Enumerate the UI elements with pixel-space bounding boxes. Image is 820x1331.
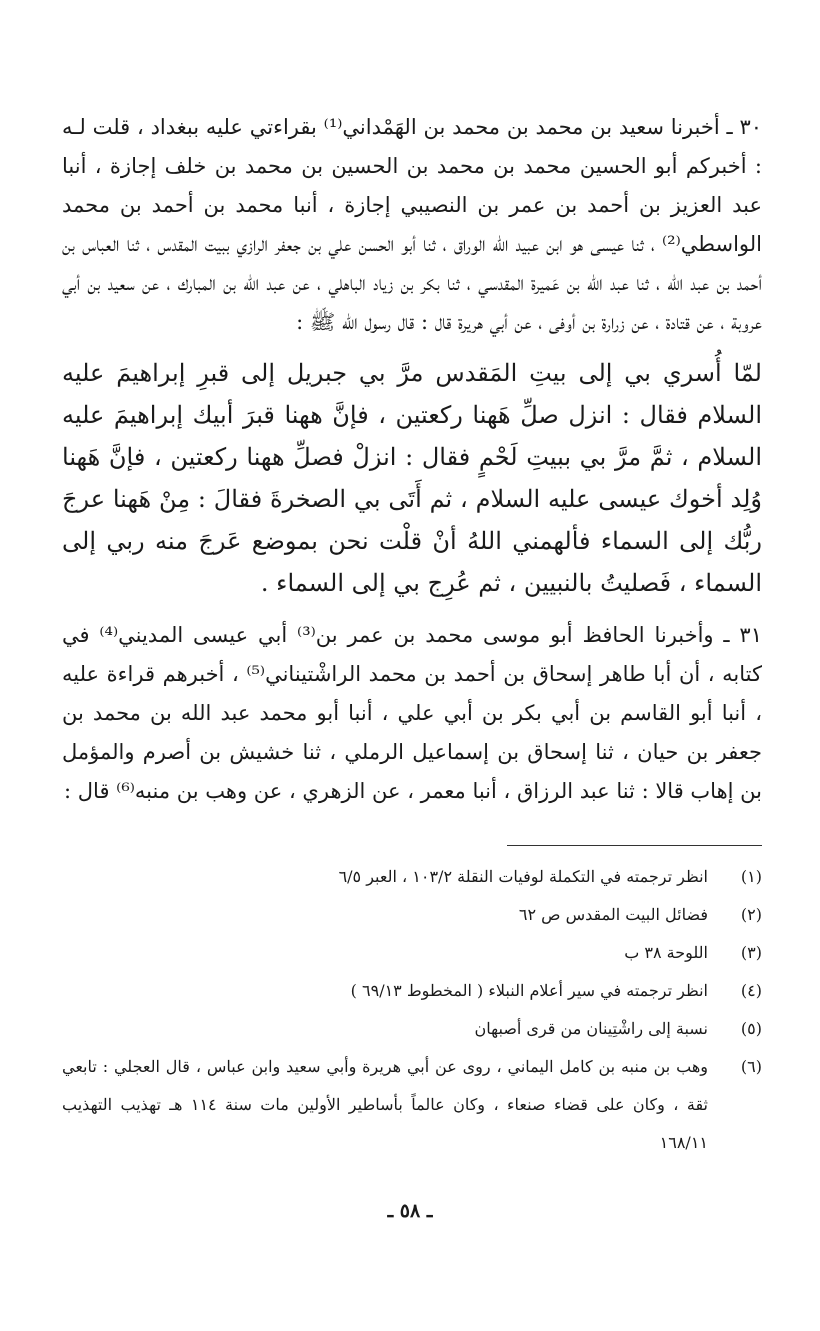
footnotes: [62, 858, 762, 1162]
page-number: ـ ٥٨ ـ: [387, 1200, 433, 1222]
footnote-5: [62, 1010, 762, 1048]
footnote-text: فضائل البيت المقدس ص ٦٢: [518, 905, 708, 924]
paragraph-30: ٣٠ ـ أخبرنا سعيد بن محمد بن محمد بن الهَمْداني⁽¹⁾ بقراءتي عليه ببغداد ، قلت لـه : أخبركم أبو الحسين محمد بن محمد بن الحسين بن محمد بن خلف إجازة ، أنبا عبد العزيز بن أحمد بن عمر بن النصيبي إجازة ، أنبا محمد بن أحمد بن محمد الواسطي⁽²⁾ ، ثنا عيسى هو ابن عبيد الله الوراق ، ثنا أبو الحسن علي بن جعفر الرازي ببيت المقدس ، ثنا العباس بن أحمد بن عبد الله ، ثنا عبد الله بن عَميرة المقدسي ، ثنا بكر بن زياد الباهلي ، عن عبد الله بن المبارك ، عن سعيد بن أبي عروبة ، عن قتادة ، عن زرارة بن أوفى ، عن أبي هريرة قال : قال رسول الله ﷺ :: [62, 115, 762, 334]
footnote-text: اللوحة ٣٨ ب: [624, 943, 708, 962]
footnote-2: [62, 896, 762, 934]
footnote-6: [62, 1048, 762, 1162]
footnote-text: انظر ترجمته في سير أعلام النبلاء ( المخطوط ٦٩/١٣ ): [350, 981, 708, 1000]
footnote-4: [62, 972, 762, 1010]
footnote-3: [62, 934, 762, 972]
footnote-number: (٤): [740, 981, 762, 1000]
footnote-divider: [507, 845, 762, 846]
footnote-number: (٣): [740, 943, 762, 962]
footnote-number: (٦): [740, 1057, 762, 1076]
footnote-text: نسبة إلى راشْتِينان من قرى أصبهان: [474, 1019, 708, 1038]
footnote-text: انظر ترجمته في التكملة لوفيات النقلة ١٠٣/٢ ، العبر ٦/٥: [338, 867, 708, 886]
hadith-text: لمّا أُسري بي إلى بيتِ المَقدس مرَّ بي جبريل إلى قبرِ إبراهيمَ عليه السلام فقال : انزل صلِّ هَهنا ركعتين ، فإنَّ ههنا قبرَ أبيك إبراهيمَ عليه السلام ، ثمَّ مرَّ بي ببيتِ لَحْمٍ فقال : انزلْ فصلِّ ههنا ركعتين ، فإنَّ هَهنا وُلِد أخوك عيسى عليه السلام ، ثم أَتَى بي الصخرةَ فقالَ : مِنْ هَهنا عرجَ ربُّك إلى السماء فألهمني اللهُ أنْ قلْت نحن بموضع عَرجَ منه ربي إلى السماء ، فَصليتُ بالنبيين ، ثم عُرِج بي إلى السماء .: [62, 359, 762, 597]
paragraph-31: ٣١ ـ وأخبرنا الحافظ أبو موسى محمد بن عمر بن⁽³⁾ أبي عيسى المديني⁽⁴⁾ في كتابه ، أن أبا طاهر إسحاق بن أحمد بن محمد الراشْتيناني⁽⁵⁾ ، أخبرهم قراءة عليه ، أنبا أبو القاسم بن أبي بكر بن أبي علي ، أنبا أبو محمد عبد الله بن محمد بن جعفر بن حيان ، ثنا إسحاق بن إسماعيل الرملي ، ثنا خشيش بن أصرم والمؤمل بن إهاب قالا : ثنا عبد الرزاق ، أنبا معمر ، عن الزهري ، عن وهب بن منبه⁽⁶⁾ قال :: [62, 623, 762, 803]
footnote-text: وهب بن منبه بن كامل اليماني ، روى عن أبي هريرة وأبي سعيد وابن عباس ، قال العجلي : تابعي ثقة ، وكان على قضاء صنعاء ، وكان عالماً بأساطير الأولين مات سنة ١١٤ هـ تهذيب التهذيب ١٦٨/١١: [62, 1057, 709, 1152]
footnote-1: [62, 858, 762, 896]
footnote-number: (٥): [740, 1019, 762, 1038]
footnote-number: (١): [740, 867, 762, 886]
footnote-number: (٢): [740, 905, 762, 924]
